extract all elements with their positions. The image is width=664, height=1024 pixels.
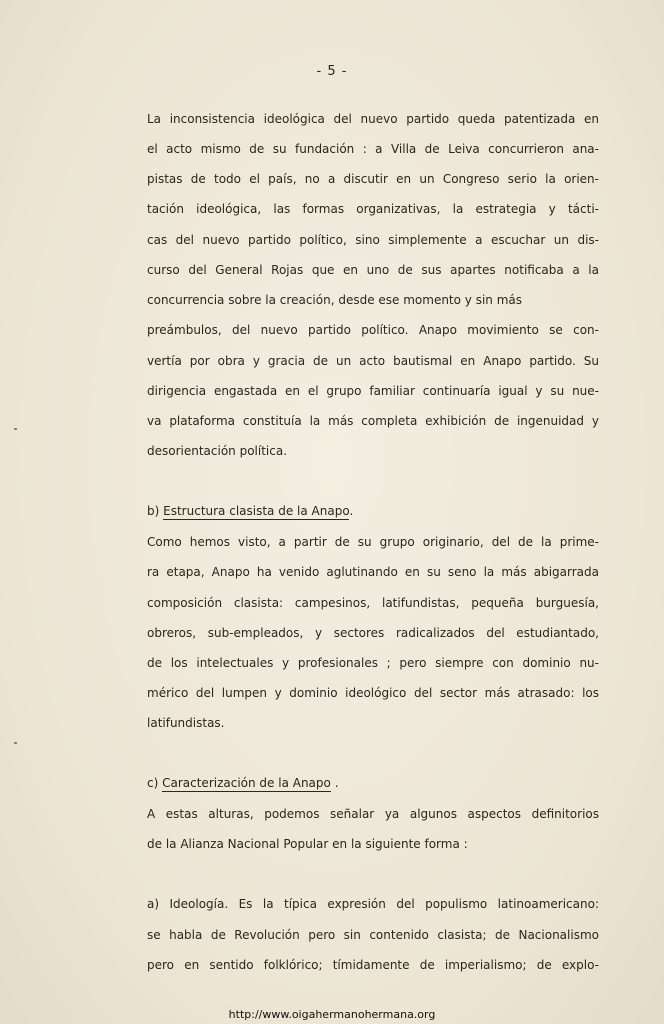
text-line: dirigencia engastada en el grupo familiar continuaría igual y su nue- (147, 384, 599, 398)
text-line: vertía por obra y gracia de un acto bautismal en Anapo partido. Su (147, 354, 599, 368)
text-line: tación ideológica, las formas organizativas, la estrategia y tácti- (147, 202, 599, 216)
text-line: La inconsistencia ideológica del nuevo partido queda patentizada en (147, 112, 599, 126)
section-c-suffix: . (330, 776, 339, 790)
section-b-prefix: b) (147, 504, 160, 518)
text-line: desorientación política. (147, 444, 288, 458)
text-line: se habla de Revolución pero sin contenido clasista; de Nacionalismo (147, 928, 599, 942)
section-c-heading (147, 775, 339, 791)
text-line: A estas alturas, podemos señalar ya algunos aspectos definitorios (147, 807, 599, 821)
text-line: ra etapa, Anapo ha venido aglutinando en su seno la más abigarrada (147, 565, 599, 579)
section-b-heading (147, 503, 353, 519)
text-line: a) Ideología. Es la típica expresión del populismo latinoamericano: (147, 897, 599, 911)
section-c-title: Caracterización de la Anapo (162, 776, 331, 790)
footer-url[interactable]: http://www.oigahermanohermana.org (228, 1008, 436, 1021)
text-line: preámbulos, del nuevo partido político. Anapo movimiento se con- (147, 323, 599, 337)
text-line: curso del General Rojas que en uno de sus apartes notificaba a la (147, 263, 599, 277)
section-b-suffix: . (349, 504, 354, 518)
text-line: latifundistas. (147, 716, 225, 730)
text-line: concurrencia sobre la creación, desde ese momento y sin más (147, 293, 523, 307)
text-line: obreros, sub-empleados, y sectores radicalizados del estudiantado, (147, 626, 599, 640)
page-number: - 5 - (316, 64, 348, 79)
text-line: mérico del lumpen y dominio ideológico del sector más atrasado: los (147, 686, 599, 700)
text-line: Como hemos visto, a partir de su grupo originario, del de la prime- (147, 535, 599, 549)
text-line: va plataforma constituía la más completa exhibición de ingenuidad y (147, 414, 599, 428)
text-line: cas del nuevo partido político, sino simplemente a escuchar un dis- (147, 233, 599, 247)
text-line: pero en sentido folklórico; tímidamente de imperialismo; de explo- (147, 958, 599, 972)
text-line: el acto mismo de su fundación : a Villa de Leiva concurrieron ana- (147, 142, 599, 156)
text-line: pistas de todo el país, no a discutir en un Congreso serio la orien- (147, 172, 599, 186)
text-line: composición clasista: campesinos, latifundistas, pequeña burguesía, (147, 596, 599, 610)
scan-mark (14, 428, 17, 430)
text-line: de los intelectuales y profesionales ; pero siempre con dominio nu- (147, 656, 599, 670)
text-line: de la Alianza Nacional Popular en la siguiente forma : (147, 837, 468, 851)
scan-mark (14, 742, 17, 744)
section-c-prefix: c) (147, 776, 159, 790)
section-b-title: Estructura clasista de la Anapo (163, 504, 350, 518)
